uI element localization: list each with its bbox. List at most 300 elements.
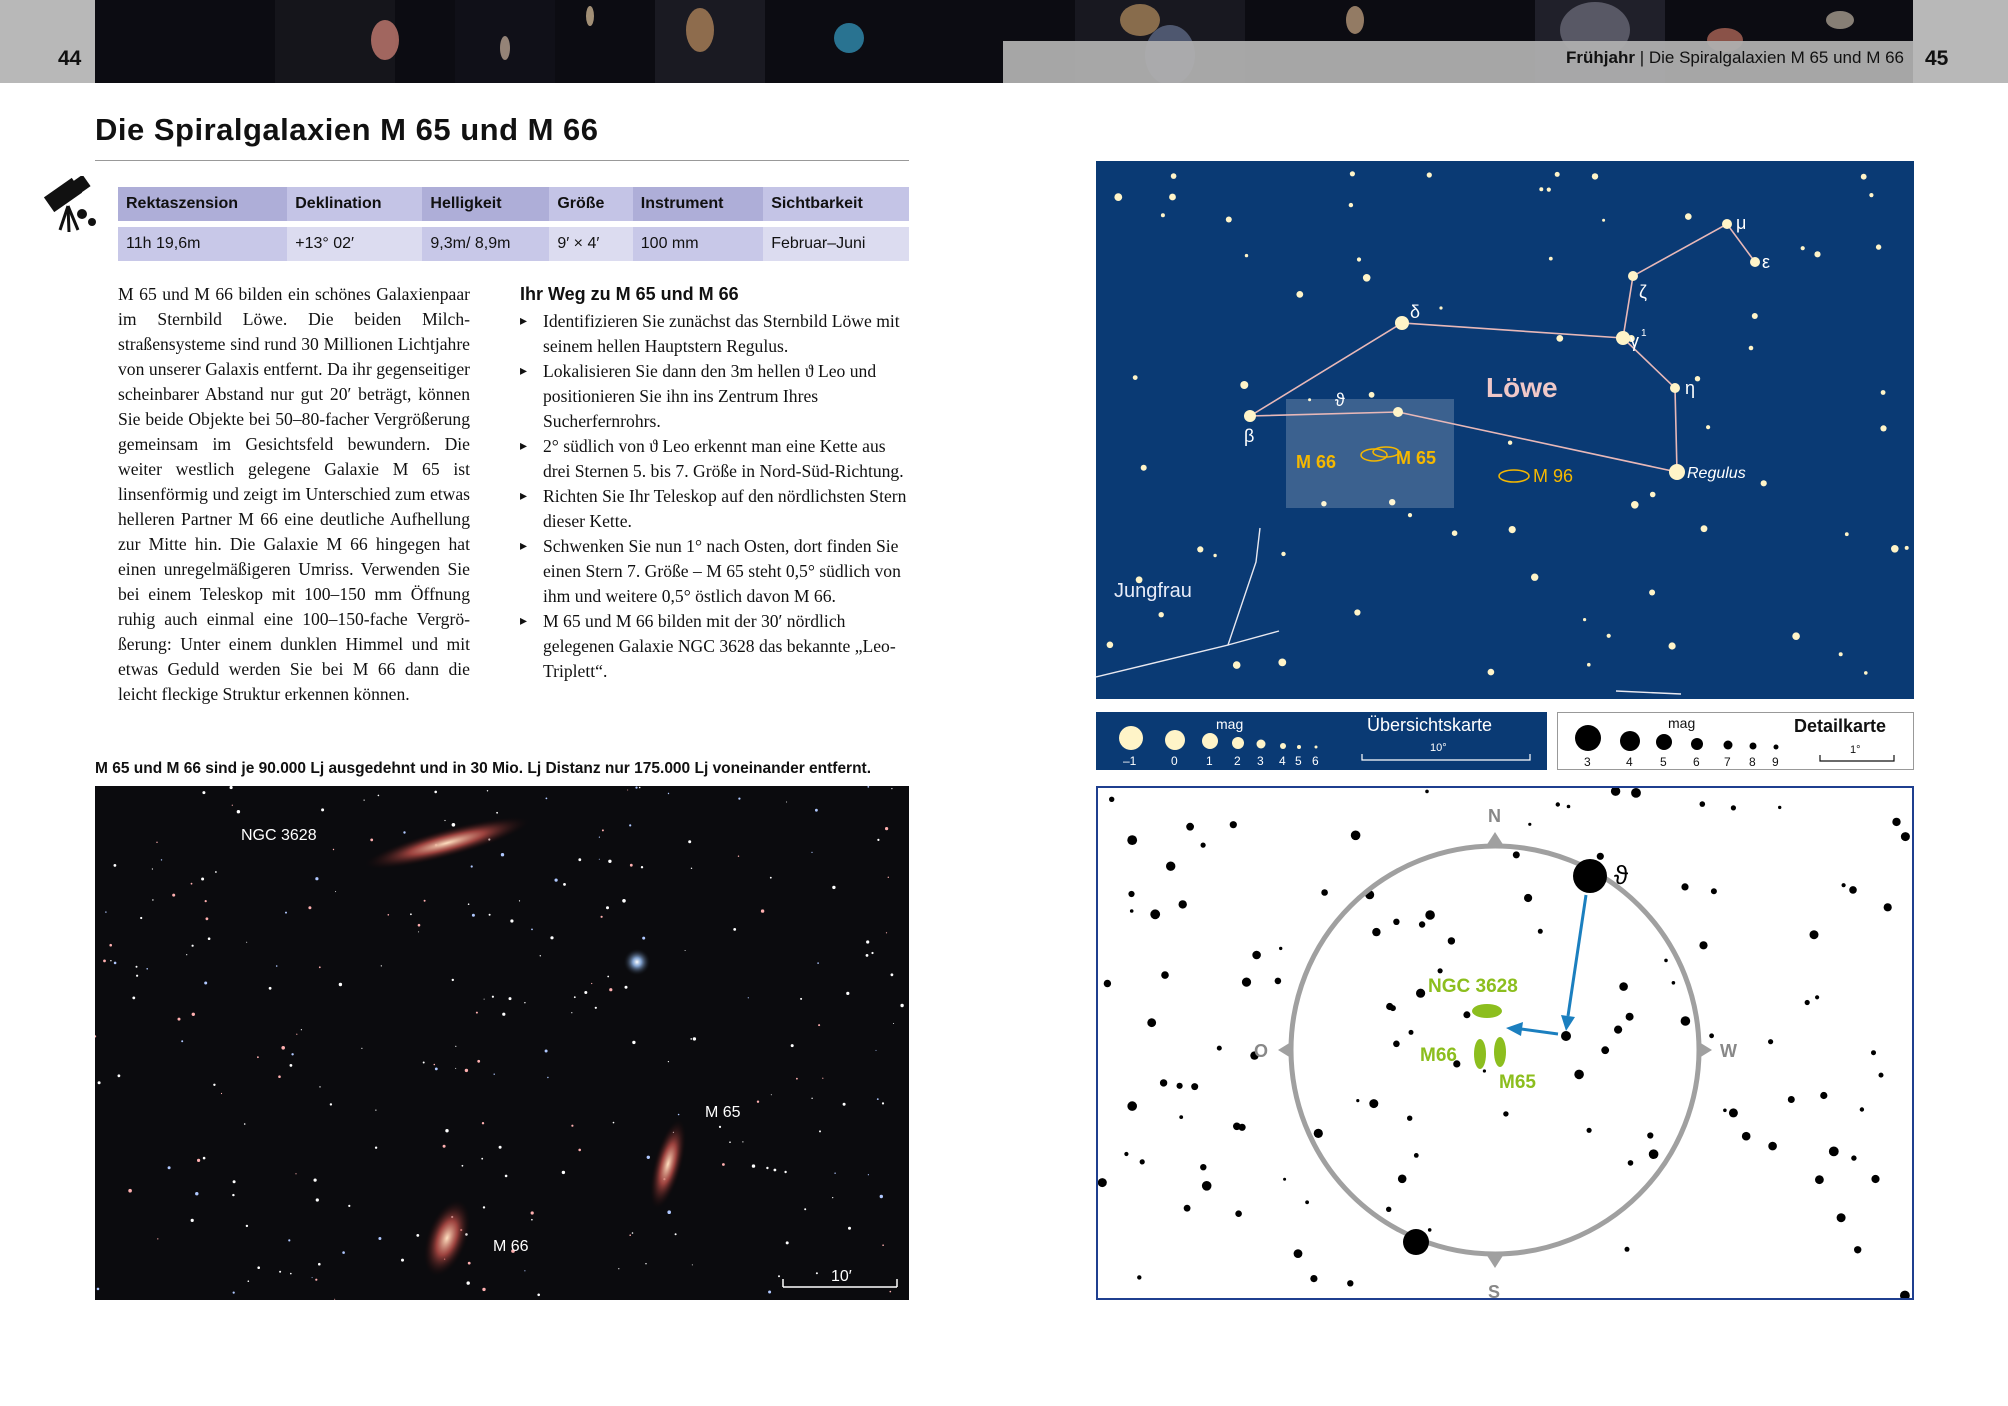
background-star bbox=[1556, 335, 1563, 342]
background-star bbox=[609, 988, 612, 991]
background-star bbox=[1602, 219, 1605, 222]
background-star bbox=[1275, 978, 1282, 985]
background-star bbox=[524, 1002, 525, 1003]
background-star bbox=[1871, 1175, 1879, 1183]
legend-mag-value: 9 bbox=[1772, 755, 1779, 769]
background-star bbox=[237, 810, 240, 813]
legend-mag-value: –1 bbox=[1123, 754, 1137, 768]
background-star bbox=[1407, 1116, 1412, 1121]
background-star bbox=[768, 1291, 771, 1294]
background-star bbox=[487, 790, 488, 791]
info-value-helligkeit: 9,3m/ 8,9m bbox=[422, 227, 549, 261]
background-star bbox=[375, 1110, 376, 1111]
background-star bbox=[748, 997, 749, 998]
background-star bbox=[891, 973, 894, 976]
background-star bbox=[647, 1156, 650, 1159]
background-star bbox=[1179, 900, 1187, 908]
background-star bbox=[206, 917, 209, 920]
background-star bbox=[443, 1145, 446, 1148]
background-star bbox=[804, 1208, 806, 1210]
pointer-arrowhead bbox=[1561, 1015, 1575, 1031]
legend-dot bbox=[1724, 741, 1733, 750]
background-star bbox=[811, 1098, 812, 1099]
background-star bbox=[1709, 1033, 1714, 1038]
background-star bbox=[1597, 853, 1604, 860]
info-value-sichtbarkeit: Februar–Juni bbox=[763, 227, 909, 261]
background-star bbox=[599, 859, 600, 860]
background-star bbox=[168, 1166, 171, 1169]
legend-dot bbox=[1620, 731, 1640, 751]
background-star bbox=[423, 1062, 425, 1064]
background-star bbox=[452, 979, 454, 981]
label-mu: μ bbox=[1736, 213, 1747, 233]
title-rule bbox=[95, 160, 909, 161]
background-star bbox=[1197, 546, 1203, 552]
background-star bbox=[1845, 532, 1849, 536]
background-star bbox=[1871, 1050, 1876, 1055]
background-star bbox=[314, 1179, 317, 1182]
background-star bbox=[105, 911, 106, 912]
background-star bbox=[334, 1299, 335, 1300]
background-star bbox=[625, 986, 628, 989]
background-star bbox=[455, 1046, 456, 1047]
background-star bbox=[416, 1234, 419, 1237]
background-star bbox=[502, 1013, 505, 1016]
background-star bbox=[1240, 381, 1248, 389]
background-star bbox=[1159, 612, 1164, 617]
background-star bbox=[1508, 441, 1512, 445]
background-star bbox=[375, 1147, 377, 1149]
background-star bbox=[301, 1029, 302, 1030]
background-star bbox=[364, 800, 365, 801]
label-regulus: Regulus bbox=[1687, 465, 1746, 482]
background-star bbox=[602, 829, 604, 831]
north-marker bbox=[1486, 832, 1504, 846]
background-star bbox=[462, 1165, 464, 1167]
background-star bbox=[1488, 669, 1495, 676]
background-star bbox=[890, 1291, 892, 1293]
background-star bbox=[103, 960, 106, 963]
background-star bbox=[818, 1024, 820, 1026]
background-star bbox=[1350, 171, 1355, 176]
bright-star bbox=[623, 948, 651, 976]
background-star bbox=[136, 975, 138, 977]
leo-figure-lines bbox=[1623, 224, 1755, 338]
legend-dot bbox=[1119, 726, 1143, 750]
background-star bbox=[1414, 1153, 1419, 1158]
background-star bbox=[465, 1069, 468, 1072]
background-star bbox=[891, 788, 892, 789]
background-star bbox=[1539, 187, 1543, 191]
background-star bbox=[315, 877, 318, 880]
background-star bbox=[1202, 1181, 1212, 1191]
label-theta: ϑ bbox=[1614, 860, 1629, 890]
background-star bbox=[1749, 346, 1754, 351]
star-theta-leo bbox=[1573, 859, 1607, 893]
background-star bbox=[1513, 851, 1520, 858]
background-star bbox=[692, 1264, 693, 1265]
background-star bbox=[1408, 513, 1412, 517]
background-star bbox=[1349, 203, 1353, 207]
background-star bbox=[733, 928, 736, 931]
background-star bbox=[339, 983, 342, 986]
background-star bbox=[1814, 251, 1820, 257]
background-star bbox=[378, 795, 380, 797]
background-star bbox=[278, 1075, 281, 1078]
bright-star bbox=[1403, 1229, 1429, 1255]
background-star bbox=[315, 1279, 317, 1281]
background-star bbox=[1233, 661, 1241, 669]
background-star bbox=[632, 1232, 634, 1234]
background-star bbox=[868, 1174, 869, 1175]
background-star bbox=[146, 968, 148, 970]
background-star bbox=[1864, 671, 1868, 675]
background-star bbox=[1861, 174, 1867, 180]
background-star bbox=[244, 1123, 246, 1125]
background-star bbox=[1425, 790, 1429, 794]
background-star bbox=[1279, 947, 1282, 950]
route-step: ▸ Richten Sie Ihr Teleskop auf den nördlichsten Stern dieser Kette. bbox=[520, 484, 910, 534]
legend-dot bbox=[1774, 745, 1779, 750]
background-star bbox=[1611, 788, 1620, 796]
background-star bbox=[172, 894, 175, 897]
background-star bbox=[499, 1146, 502, 1149]
m96-symbol bbox=[1499, 470, 1529, 482]
background-star bbox=[1881, 390, 1886, 395]
background-star bbox=[482, 1288, 485, 1291]
background-star bbox=[784, 1171, 786, 1173]
background-star bbox=[876, 1050, 877, 1051]
background-star bbox=[691, 868, 692, 869]
label-zeta: ζ bbox=[1639, 282, 1647, 302]
legend-overview-mag: mag bbox=[1216, 716, 1244, 732]
background-star bbox=[1681, 883, 1688, 890]
background-star bbox=[1549, 257, 1553, 261]
background-star bbox=[445, 1129, 448, 1132]
background-star bbox=[786, 1241, 789, 1244]
label-m65: M 65 bbox=[1396, 448, 1437, 468]
label-m66: M66 bbox=[1420, 1045, 1457, 1066]
background-star bbox=[1729, 1108, 1738, 1117]
background-star bbox=[817, 962, 819, 964]
background-star bbox=[269, 987, 272, 990]
background-star bbox=[632, 1041, 635, 1044]
body-text: M 65 und M 66 bilden ein schönes Galaxienpaar im Sternbild Löwe. Die beiden Milchstraßensysteme sind rund 30 Millionen Lichtjahre von unserer Galaxis entfernt. Da ihr gegenseitiger scheinbarer Abstand nur gut 20′ beträgt, können Sie beide Objekte bei 50–80-facher Vergrößerung gemeinsam im Gesichtsfeld bewundern. Die weiter westlich gelegene Galaxie M 65 ist linsenförmig und zeigt im Unterschied zum etwas helleren Partner M 66 eine deutliche Aufhellung zur Mitte hin. Die Galaxie M 66 hingegen hat einen unregelmäßigeren Umriss. Verwenden Sie bei einem Teleskop mit 100–150 mm Öffnung ruhig auch einmal eine 100–150-fache Vergrößerung: Unter einem dunklen Himmel und mit etwas Geduld werden Sie bei M 66 dann die leicht fleckige Struktur erkennen können. bbox=[118, 284, 470, 704]
background-star bbox=[1854, 1246, 1861, 1253]
background-star bbox=[1815, 1175, 1824, 1184]
background-star bbox=[639, 787, 641, 789]
info-header-instrument: Instrument bbox=[633, 187, 763, 221]
background-star bbox=[109, 944, 112, 947]
background-star bbox=[1483, 1069, 1486, 1072]
background-star bbox=[494, 1074, 495, 1075]
background-star bbox=[1706, 425, 1710, 429]
legend-dot bbox=[1575, 725, 1601, 751]
info-header-deklination: Deklination bbox=[287, 187, 422, 221]
background-star bbox=[477, 1060, 480, 1063]
background-star bbox=[629, 824, 631, 826]
background-star bbox=[467, 1281, 470, 1284]
direction-east: O bbox=[1254, 1041, 1269, 1061]
background-star bbox=[1369, 392, 1375, 398]
background-star bbox=[335, 891, 336, 892]
info-table bbox=[118, 181, 909, 267]
background-star bbox=[471, 865, 473, 867]
east-marker bbox=[1278, 1042, 1291, 1058]
background-star bbox=[778, 1275, 780, 1277]
star-theta bbox=[1393, 407, 1403, 417]
background-star bbox=[501, 853, 504, 856]
background-star bbox=[290, 1273, 292, 1275]
background-star bbox=[290, 1064, 293, 1067]
background-star bbox=[410, 913, 412, 915]
background-star bbox=[1393, 1041, 1400, 1048]
background-star bbox=[1876, 244, 1881, 249]
background-star bbox=[296, 1034, 297, 1035]
m65-galaxy bbox=[643, 1116, 694, 1212]
background-star bbox=[1351, 831, 1361, 841]
background-star bbox=[1372, 928, 1380, 936]
background-star bbox=[230, 786, 233, 789]
detail-star-map bbox=[1096, 786, 1914, 1300]
legend-mag-value: 5 bbox=[1295, 754, 1302, 768]
background-star bbox=[871, 952, 873, 954]
legend-detail-scale-label: 1° bbox=[1850, 744, 1861, 756]
photo-scale-label: 10′ bbox=[831, 1268, 852, 1285]
background-star bbox=[1310, 1275, 1317, 1282]
photo-caption: M 65 und M 66 sind je 90.000 Lj ausgedehnt und in 30 Mio. Lj Distanz nur 175.000 Lj voneinander entfernt. bbox=[95, 760, 872, 777]
shift-arrow bbox=[1521, 1029, 1558, 1034]
background-star bbox=[319, 1086, 320, 1087]
background-star bbox=[1186, 823, 1194, 831]
background-star bbox=[468, 903, 470, 905]
legend-overview-svg bbox=[1096, 712, 1547, 770]
west-marker bbox=[1699, 1042, 1712, 1058]
background-star bbox=[1892, 818, 1900, 826]
background-star bbox=[578, 1149, 581, 1152]
background-star bbox=[157, 1238, 158, 1239]
info-value-deklination: +13° 02′ bbox=[287, 227, 422, 261]
background-star bbox=[1386, 1207, 1391, 1212]
direction-west: W bbox=[1720, 1041, 1737, 1061]
background-star bbox=[1169, 194, 1176, 201]
background-star bbox=[1815, 995, 1819, 999]
background-star bbox=[1711, 888, 1717, 894]
legend-mag-value: 3 bbox=[1584, 755, 1591, 769]
background-star bbox=[613, 1122, 615, 1124]
background-star bbox=[1631, 788, 1641, 798]
background-star bbox=[342, 1251, 345, 1254]
background-star bbox=[1879, 1073, 1884, 1078]
background-star bbox=[545, 1050, 548, 1053]
background-star bbox=[213, 1084, 215, 1086]
background-star bbox=[1179, 1115, 1183, 1119]
background-star bbox=[601, 916, 603, 918]
background-star bbox=[770, 877, 772, 879]
south-marker bbox=[1486, 1254, 1504, 1268]
background-star bbox=[866, 940, 869, 943]
background-star bbox=[1649, 590, 1655, 596]
background-star bbox=[1884, 903, 1892, 911]
background-star bbox=[97, 1288, 100, 1291]
photo-label-m65: M 65 bbox=[705, 1104, 741, 1121]
background-star bbox=[1354, 609, 1360, 615]
background-star bbox=[1128, 891, 1134, 897]
background-star bbox=[1695, 376, 1700, 381]
background-star bbox=[1160, 1079, 1167, 1086]
background-star bbox=[1127, 1101, 1137, 1111]
background-star bbox=[867, 786, 869, 788]
info-header-groesse: Größe bbox=[549, 187, 632, 221]
background-star bbox=[1574, 1070, 1584, 1080]
background-star bbox=[403, 831, 405, 833]
background-star bbox=[1098, 1178, 1107, 1187]
background-star bbox=[1281, 552, 1285, 556]
background-star bbox=[578, 858, 581, 861]
background-star bbox=[1647, 1132, 1653, 1138]
legend-mag-value: 0 bbox=[1171, 754, 1178, 768]
background-star bbox=[1538, 929, 1543, 934]
background-star bbox=[246, 942, 247, 943]
background-star bbox=[435, 1068, 438, 1071]
background-star bbox=[877, 1098, 879, 1100]
background-star bbox=[1463, 1011, 1470, 1018]
background-star bbox=[738, 798, 740, 800]
background-star bbox=[1235, 1210, 1242, 1217]
legend-overview-scale-label: 10° bbox=[1430, 742, 1447, 754]
background-star bbox=[1587, 663, 1591, 667]
background-star bbox=[321, 808, 324, 811]
legend-mag-value: 7 bbox=[1724, 755, 1731, 769]
background-star bbox=[1177, 1083, 1183, 1089]
virgo-figure-lines bbox=[1228, 631, 1279, 645]
background-star bbox=[531, 929, 533, 931]
info-value-rektaszension: 11h 19,6m bbox=[118, 227, 287, 261]
star-zeta bbox=[1628, 271, 1638, 281]
background-star bbox=[203, 1157, 206, 1160]
background-star bbox=[1357, 257, 1361, 261]
background-star bbox=[221, 1093, 222, 1094]
background-star bbox=[1124, 1152, 1128, 1156]
legend-dot bbox=[1691, 738, 1703, 750]
background-star bbox=[796, 1078, 798, 1080]
background-star bbox=[204, 982, 207, 985]
background-star bbox=[668, 1061, 669, 1062]
star-beta bbox=[1244, 410, 1256, 422]
background-star bbox=[1880, 425, 1886, 431]
background-star bbox=[1628, 1160, 1634, 1166]
background-star bbox=[128, 1189, 132, 1193]
legend-mag-value: 8 bbox=[1749, 755, 1756, 769]
background-star bbox=[618, 1268, 619, 1269]
background-star bbox=[1626, 1013, 1634, 1021]
background-star bbox=[1583, 618, 1586, 621]
background-star bbox=[1141, 465, 1147, 471]
background-star bbox=[584, 991, 587, 994]
background-star bbox=[1619, 982, 1628, 991]
route-step: ▸ 2° südlich von ϑ Leo erkennt man eine Kette aus drei Sternen 5. bis 7. Größe in Nord-Süd-Richtung. bbox=[520, 434, 910, 484]
background-star bbox=[1685, 213, 1692, 220]
background-star bbox=[418, 924, 421, 927]
background-star bbox=[1104, 980, 1111, 987]
background-star bbox=[201, 878, 204, 881]
m66-galaxy bbox=[415, 1194, 480, 1283]
background-star bbox=[378, 1237, 381, 1240]
background-star bbox=[834, 1173, 835, 1174]
background-star bbox=[761, 909, 764, 912]
galaxy-photo bbox=[95, 786, 909, 1300]
running-head-title: Die Spiralgalaxien M 65 und M 66 bbox=[1648, 48, 1904, 67]
background-star bbox=[1200, 1164, 1206, 1170]
background-star bbox=[1820, 1092, 1827, 1099]
background-star bbox=[641, 866, 643, 868]
background-star bbox=[1133, 375, 1138, 380]
background-star bbox=[629, 1234, 631, 1236]
background-star bbox=[738, 856, 739, 857]
label-beta: β bbox=[1244, 426, 1255, 446]
background-star bbox=[316, 1198, 319, 1201]
background-star bbox=[152, 868, 153, 869]
background-star bbox=[1839, 652, 1843, 656]
info-value-instrument: 100 mm bbox=[633, 227, 763, 261]
background-star bbox=[1672, 981, 1676, 985]
background-star bbox=[1109, 797, 1114, 802]
background-star bbox=[771, 1094, 772, 1095]
background-star bbox=[361, 1048, 362, 1049]
background-star bbox=[1147, 1018, 1156, 1027]
background-star bbox=[1171, 173, 1177, 179]
background-star bbox=[291, 1053, 293, 1055]
background-star bbox=[1567, 805, 1571, 809]
background-star bbox=[846, 992, 849, 995]
background-star bbox=[848, 1227, 851, 1230]
background-star bbox=[563, 883, 566, 886]
info-table-header bbox=[118, 187, 909, 221]
running-head-separator: | bbox=[1634, 48, 1649, 67]
background-star bbox=[550, 936, 553, 939]
background-star bbox=[675, 1233, 677, 1235]
background-star bbox=[642, 937, 645, 940]
galaxy-photo-image bbox=[95, 786, 909, 1300]
direction-south: S bbox=[1488, 1282, 1501, 1298]
background-star bbox=[774, 1169, 777, 1172]
background-star bbox=[110, 960, 111, 961]
background-star bbox=[388, 914, 390, 916]
virgo-figure-lines bbox=[1616, 691, 1681, 694]
background-star bbox=[1837, 1213, 1846, 1222]
legend-dot bbox=[1656, 734, 1672, 750]
background-star bbox=[607, 976, 609, 978]
constellation-label-jungfrau: Jungfrau bbox=[1114, 580, 1192, 602]
background-star bbox=[531, 1211, 534, 1214]
label-epsilon: ε bbox=[1762, 252, 1771, 272]
route-step: ▸ Schwenken Sie nun 1° nach Osten, dort finden Sie einen Stern 7. Größe – M 65 steht 0,5° südlich von ihm und weitere 0,5° östlich davon M 66. bbox=[520, 534, 910, 609]
legend-detail-svg bbox=[1558, 713, 1913, 769]
background-star bbox=[1294, 1249, 1303, 1258]
background-star bbox=[489, 914, 491, 916]
background-star bbox=[136, 966, 138, 968]
background-star bbox=[1278, 659, 1286, 667]
background-star bbox=[1213, 554, 1216, 557]
background-star bbox=[140, 917, 142, 919]
label-delta: δ bbox=[1410, 302, 1421, 322]
background-star bbox=[1601, 1046, 1609, 1054]
background-star bbox=[786, 802, 787, 803]
background-star bbox=[178, 1018, 181, 1021]
star-epsilon bbox=[1750, 257, 1760, 267]
background-star bbox=[1768, 1039, 1773, 1044]
background-star bbox=[1393, 919, 1399, 925]
